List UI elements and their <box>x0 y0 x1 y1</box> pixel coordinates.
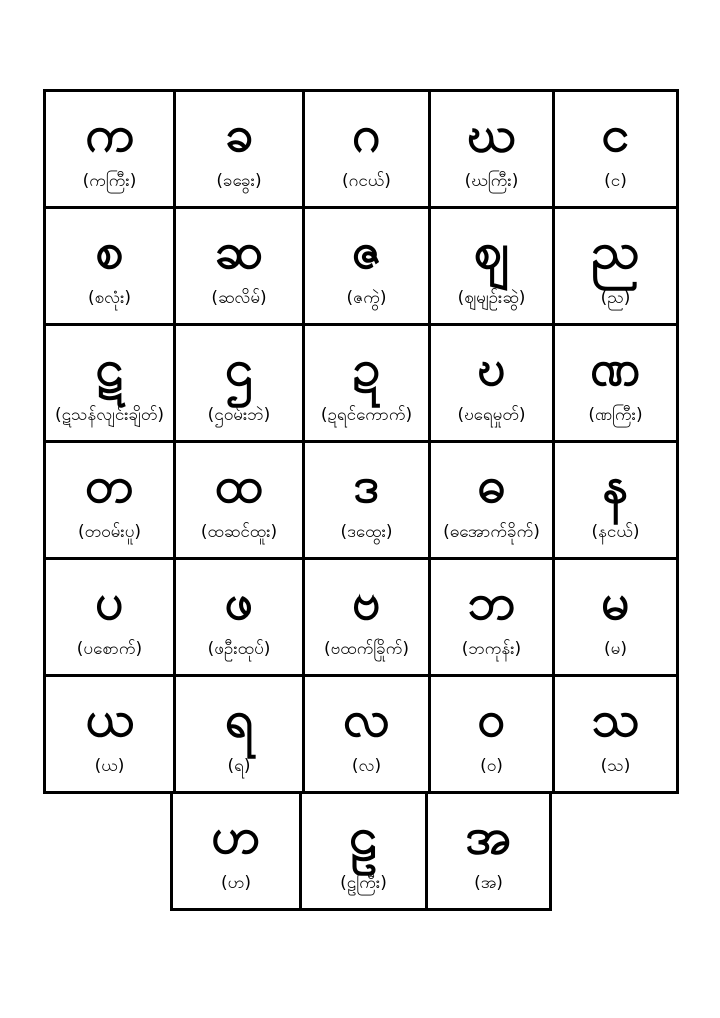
letter-cell <box>428 440 555 560</box>
letter-cell <box>299 791 428 911</box>
letter-glyph: သ <box>591 690 640 748</box>
letter-name: (ပစောက်) <box>76 639 143 659</box>
letter-name: (ဒထွေး) <box>340 522 393 542</box>
chart-row <box>43 206 676 323</box>
letter-cell <box>428 206 555 326</box>
letter-glyph: ခ <box>224 105 254 163</box>
letter-glyph: ဓ <box>477 456 506 514</box>
letter-glyph: ဘ <box>467 573 516 631</box>
chart-row <box>43 89 676 206</box>
letter-cell <box>425 791 552 911</box>
letter-glyph: က <box>85 105 134 163</box>
letter-cell <box>428 674 555 794</box>
letter-cell <box>552 674 679 794</box>
letter-name: (ဌဝမ်းဘဲ) <box>207 405 271 425</box>
letter-glyph: ဂ <box>352 105 381 163</box>
letter-name: (ဂငယ်) <box>342 171 391 191</box>
letter-cell <box>43 440 176 560</box>
letter-glyph: ဎ <box>477 339 506 397</box>
letter-name: (ဘကုန်း) <box>461 639 522 659</box>
letter-glyph: ထ <box>214 456 264 514</box>
letter-glyph: ဏ <box>590 339 641 397</box>
letter-name: (ကကြီး) <box>82 171 137 191</box>
letter-name: (ဍရင်ကောက်) <box>320 405 413 425</box>
letter-cell <box>173 323 305 443</box>
letter-cell <box>43 89 176 209</box>
letter-cell <box>428 323 555 443</box>
letter-cell <box>302 89 431 209</box>
letter-name: (ဋသန်လျင်းချိတ်) <box>54 405 165 425</box>
letter-glyph: ရ <box>224 690 254 748</box>
letter-name: (ဖဦးထုပ်) <box>207 639 271 659</box>
letter-glyph: ယ <box>85 690 134 748</box>
letter-glyph: လ <box>343 690 390 748</box>
chart-row <box>43 557 676 674</box>
letter-cell <box>43 206 176 326</box>
letter-cell <box>173 557 305 677</box>
letter-cell <box>173 89 305 209</box>
letter-cell <box>43 674 176 794</box>
letter-name: (ဇကွဲ) <box>346 288 387 308</box>
letter-glyph: န <box>602 456 629 514</box>
letter-glyph: မ <box>601 573 630 631</box>
letter-cell <box>302 206 431 326</box>
letter-cell <box>552 206 679 326</box>
letter-glyph: ပ <box>95 573 124 631</box>
letter-cell <box>428 557 555 677</box>
letter-name: (ဎရေမှုတ်) <box>457 405 526 425</box>
letter-name: (ယ) <box>94 756 125 776</box>
letter-glyph: အ <box>465 807 512 865</box>
letter-glyph: ဋ <box>95 339 124 397</box>
letter-name: (ဝ) <box>480 756 503 776</box>
letter-name: (သ) <box>600 756 631 776</box>
letter-cell <box>552 323 679 443</box>
letter-name: (တဝမ်းပူ) <box>77 522 142 542</box>
letter-glyph: ဃ <box>467 105 516 163</box>
letter-cell <box>302 440 431 560</box>
letter-glyph: ဝ <box>477 690 506 748</box>
chart-row <box>43 440 676 557</box>
letter-glyph: ဠ <box>349 807 378 865</box>
letter-glyph: ဗ <box>352 573 381 631</box>
letter-cell <box>302 323 431 443</box>
letter-name: (ရ) <box>227 756 251 776</box>
letter-cell <box>302 674 431 794</box>
letter-name: (ဟ) <box>221 873 251 893</box>
letter-name: (ထဆင်ထူး) <box>200 522 278 542</box>
letter-cell <box>428 89 555 209</box>
alphabet-chart <box>43 89 676 911</box>
letter-name: (ဏကြီး) <box>588 405 643 425</box>
letter-name: (ဠကြီး) <box>340 873 387 893</box>
chart-row <box>43 791 676 911</box>
letter-name: (အ) <box>474 873 503 893</box>
letter-glyph: ဍ <box>352 339 381 397</box>
letter-cell <box>173 440 305 560</box>
letter-name: (ဓအောက်ခိုက်) <box>443 522 540 542</box>
letter-cell <box>552 557 679 677</box>
letter-cell <box>552 89 679 209</box>
letter-cell <box>170 791 302 911</box>
letter-cell <box>43 557 176 677</box>
letter-name: (ဃကြီး) <box>464 171 519 191</box>
letter-name: (ခခွေး) <box>216 171 262 191</box>
letter-glyph: ဖ <box>224 573 254 631</box>
letter-cell <box>43 323 176 443</box>
letter-name: (မ) <box>604 639 627 659</box>
chart-row <box>43 323 676 440</box>
letter-glyph: ည <box>591 222 640 280</box>
letter-glyph: ဒ <box>353 456 380 514</box>
letter-cell <box>173 674 305 794</box>
letter-glyph: ဌ <box>225 339 253 397</box>
letter-cell <box>302 557 431 677</box>
letter-glyph: ဇ <box>351 222 382 280</box>
letter-cell <box>552 440 679 560</box>
letter-glyph: ဆ <box>214 222 264 280</box>
letter-name: (ဗထက်ခြိုက်) <box>323 639 410 659</box>
letter-glyph: ဟ <box>211 807 261 865</box>
letter-glyph: စ <box>95 222 124 280</box>
letter-name: (ဈမျဉ်းဆွဲ) <box>457 288 526 308</box>
letter-name: (နငယ်) <box>591 522 640 542</box>
letter-cell <box>173 206 305 326</box>
letter-name: (င) <box>604 171 627 191</box>
letter-name: (လ) <box>351 756 382 776</box>
letter-name: (ည) <box>600 288 631 308</box>
letter-glyph: င <box>601 105 630 163</box>
letter-glyph: ဈ <box>473 222 510 280</box>
letter-name: (ဆလိမ်) <box>211 288 267 308</box>
letter-name: (စလုံး) <box>87 288 132 308</box>
empty-slot <box>43 791 173 911</box>
chart-row <box>43 674 676 791</box>
letter-glyph: တ <box>85 456 134 514</box>
